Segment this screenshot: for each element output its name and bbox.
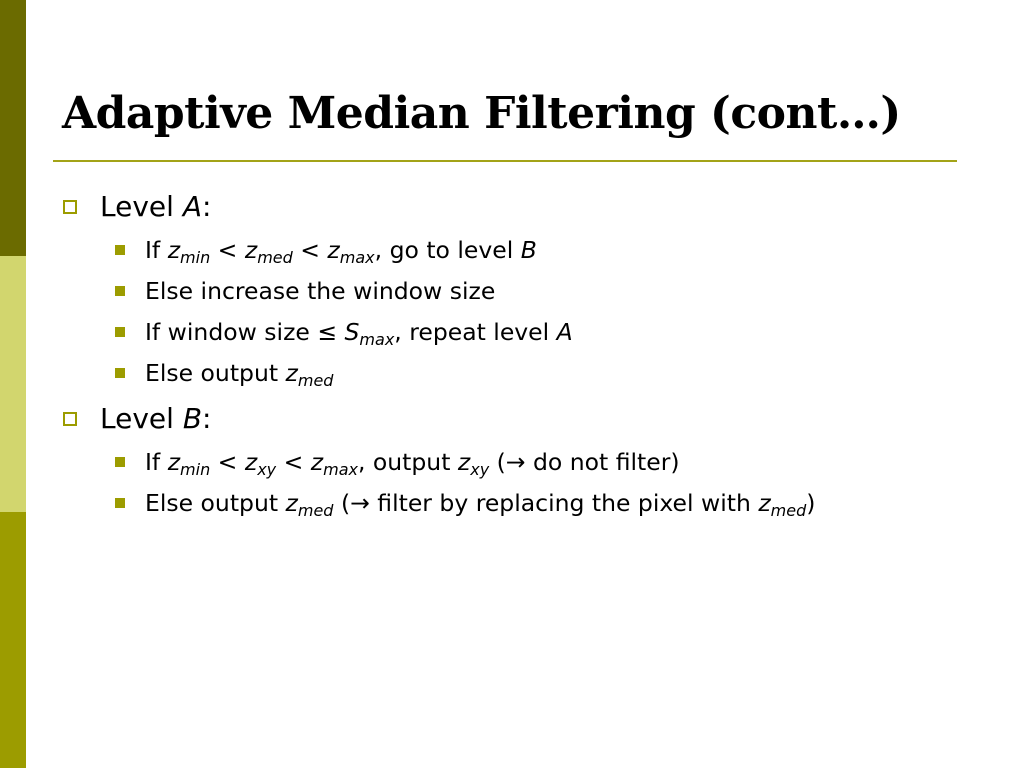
level-a-heading [100, 190, 211, 224]
level-b-item-2: Else output $z_{med}$ (→ filter by replacing the pixel with $z_{med}$) [145, 488, 815, 518]
square-bullet-icon [115, 245, 125, 255]
hollow-square-bullet-icon [63, 412, 77, 426]
level-prefix: Level [100, 190, 183, 223]
side-color-bar [0, 0, 26, 768]
square-bullet-icon [115, 498, 125, 508]
level-a-item-4: Else output $z_{med}$ [145, 358, 333, 388]
square-bullet-icon [115, 286, 125, 296]
side-bar-segment-bottom [0, 512, 26, 768]
slide-title: Adaptive Median Filtering (cont…) [62, 88, 901, 139]
square-bullet-icon [115, 368, 125, 378]
side-bar-segment-top [0, 0, 26, 256]
level-a-item-1: If $z_{min} < z_{med} < z_{max}$, go to level B [145, 235, 537, 265]
square-bullet-icon [115, 327, 125, 337]
side-bar-segment-middle [0, 256, 26, 512]
level-name: A [182, 190, 202, 223]
hollow-square-bullet-icon [63, 200, 77, 214]
level-a-item-2: Else increase the window size [145, 276, 495, 306]
level-suffix: : [201, 190, 212, 223]
level-b-item-1: If $z_{min} < z_{xy} < z_{max}$, output $z_{xy}$ (→ do not filter) [145, 447, 680, 477]
title-underline [53, 160, 957, 162]
level-suffix: : [202, 402, 212, 435]
square-bullet-icon [115, 457, 125, 467]
level-a-item-3: If window size ≤ $S_{max}$, repeat level A [145, 317, 573, 347]
level-prefix: Level [100, 402, 183, 435]
level-name: B [182, 402, 203, 435]
level-b-heading [100, 402, 211, 436]
